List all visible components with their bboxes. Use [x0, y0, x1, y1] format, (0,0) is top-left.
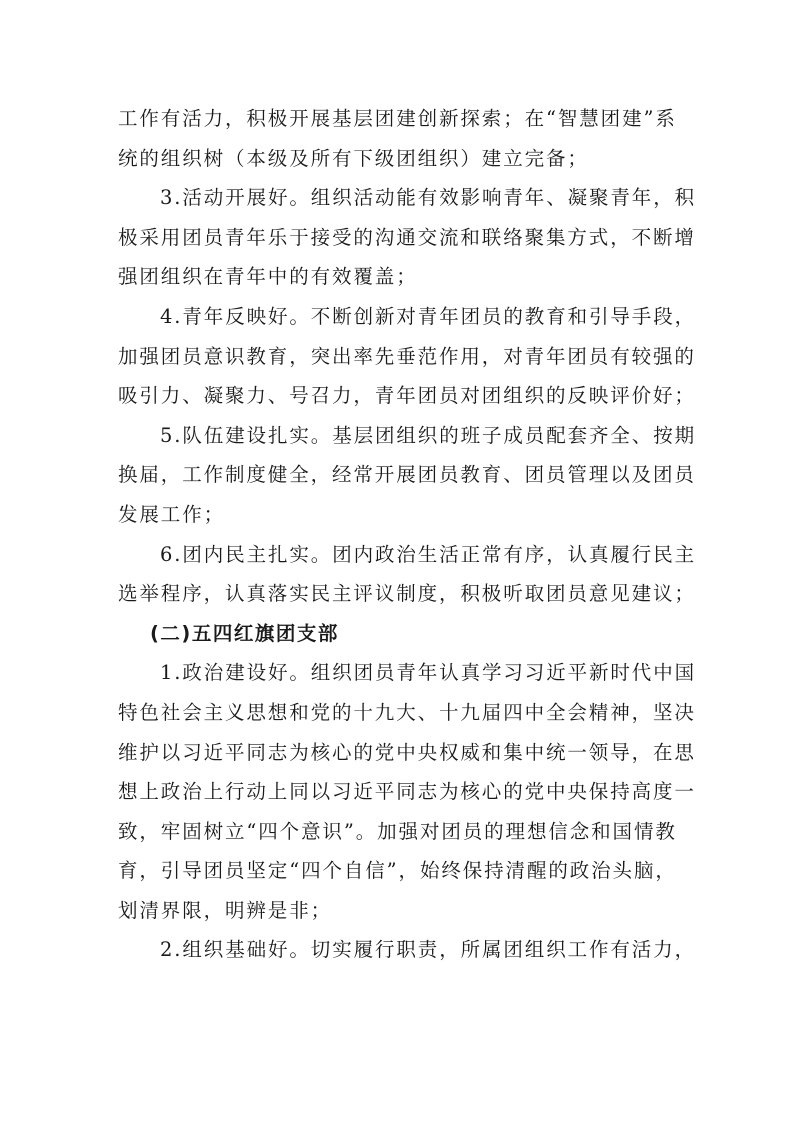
text-line: 发展工作； [118, 502, 226, 526]
text-line: 划清界限，明辨是非； [118, 898, 333, 922]
text-line: 维护以习近平同志为核心的党中央权威和集中统一领导，在思 [118, 740, 696, 764]
text-line: 选举程序，认真落实民主评议制度，积极听取团员意见建议； [118, 582, 696, 606]
text-line: 致，牢固树立“四个意识”。加强对团员的理想信念和国情教 [118, 819, 677, 843]
list-item-4-line: 4.青年反映好。不断创新对青年团员的教育和引导手段， [160, 304, 697, 328]
list-item-3-line: 3.活动开展好。组织活动能有效影响青年、凝聚青年，积 [160, 186, 697, 210]
list-item-2-line: 2.组织基础好。切实履行职责，所属团组织工作有活力， [160, 938, 697, 962]
text-line: 想上政治上行动上同以习近平同志为核心的党中央保持高度一 [118, 780, 696, 804]
text-line: 加强团员意识教育，突出率先垂范作用，对青年团员有较强的 [118, 344, 696, 368]
body-text [118, 99, 697, 970]
text-line: 工作有活力，积极开展基层团建创新探索；在“智慧团建”系 [118, 107, 677, 130]
list-item-5-line: 5.队伍建设扎实。基层团组织的班子成员配套齐全、按期 [160, 423, 697, 447]
text-line: 育，引导团员坚定“四个自信”，始终保持清醒的政治头脑， [118, 859, 677, 883]
text-line: 统的组织树（本级及所有下级团组织）建立完备； [118, 146, 589, 170]
text-line: 极采用团员青年乐于接受的沟通交流和联络聚集方式，不断增 [118, 225, 696, 249]
section-heading: (二)五四红旗团支部 [150, 621, 339, 645]
list-item-6-line: 6.团内民主扎实。团内政治生活正常有序，认真履行民主 [160, 542, 697, 566]
text-line: 强团组织在青年中的有效覆盖； [118, 265, 418, 289]
text-line: 换届，工作制度健全，经常开展团员教育、团员管理以及团员 [118, 463, 696, 487]
text-line: 特色社会主义思想和党的十九大、十九届四中全会精神，坚决 [118, 700, 696, 724]
list-item-1-line: 1.政治建设好。组织团员青年认真学习习近平新时代中国 [160, 661, 697, 685]
text-line: 吸引力、凝聚力、号召力，青年团员对团组织的反映评价好； [118, 384, 696, 408]
